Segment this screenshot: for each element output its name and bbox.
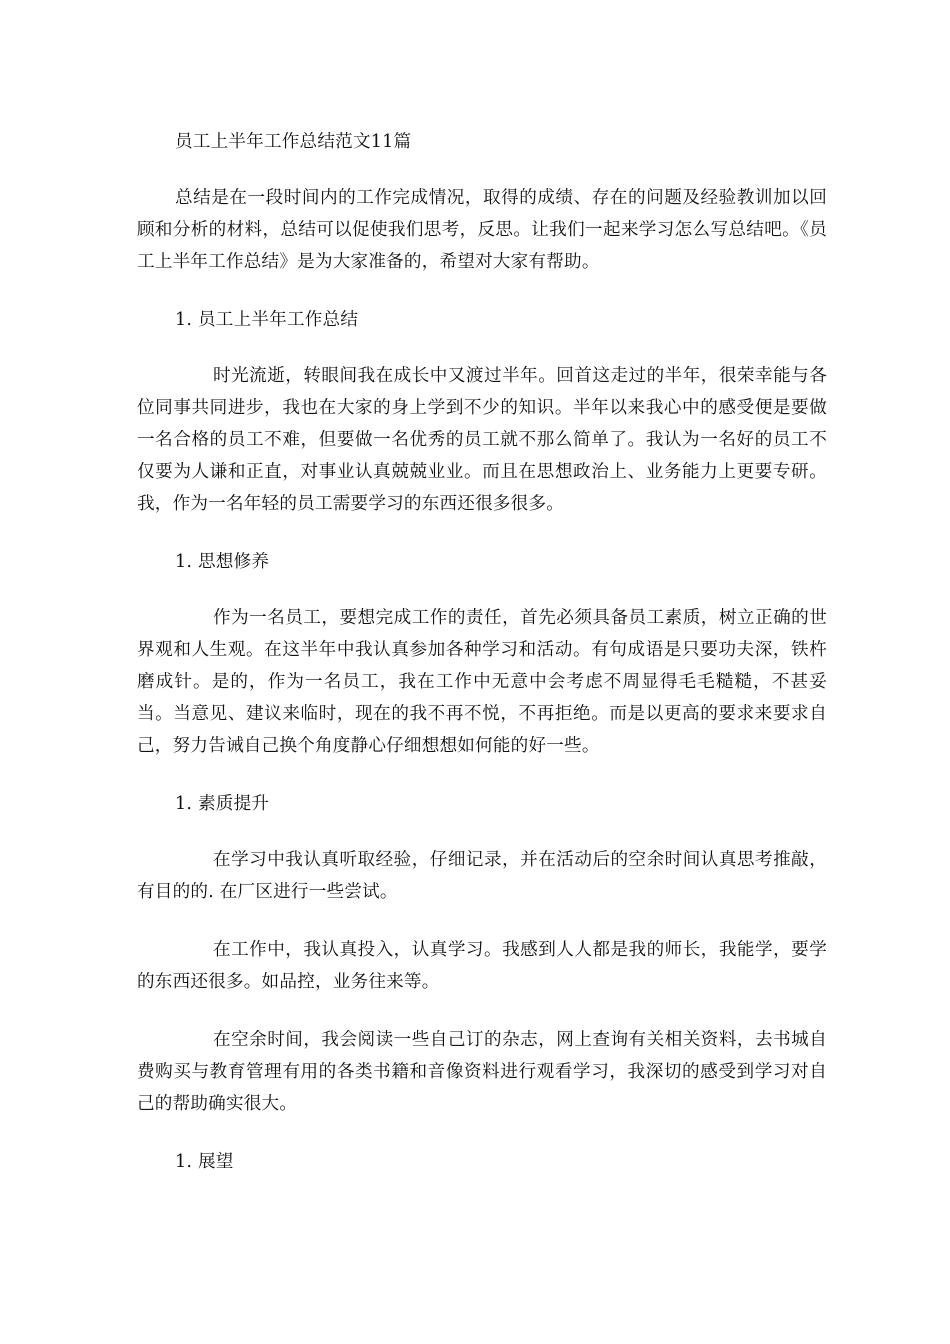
section-paragraph: 在空余时间，我会阅读一些自己订的杂志，网上查询有关相关资料，去书城自费购买与教育管理有用的各类书籍和音像资料进行观看学习，我深切的感受到学习对自己的帮助确实很大。 <box>137 1030 827 1114</box>
document-title: 员工上半年工作总结范文11篇 <box>175 132 412 152</box>
section-paragraph: 在工作中，我认真投入，认真学习。我感到人人都是我的师长，我能学，要学的东西还很多。如品控，业务往来等。 <box>137 940 827 992</box>
intro-paragraph: 总结是在一段时间内的工作完成情况，取得的成绩、存在的问题及经验教训加以回顾和分析的材料，总结可以促使我们思考，反思。让我们一起来学习怎么写总结吧。《员工上半年工作总结》是为大家准备的，希望对大家有帮助。 <box>137 188 827 272</box>
section-paragraph: 作为一名员工，要想完成工作的责任，首先必须具备员工素质，树立正确的世界观和人生观。在这半年中我认真参加各种学习和活动。有句成语是只要功夫深，铁杵磨成针。是的，作为一名员工，我在工作中无意中会考虑不周显得毛毛糙糙，不甚妥当。当意见、建议来临时，现在的我不再不悦，不再拒绝。而是以更高的要求来要求自己，努力告诫自己换个角度静心仔细想想如何能的好一些。 <box>137 608 827 756</box>
document-body <box>137 126 827 1202</box>
section-paragraph: 时光流逝，转眼间我在成长中又渡过半年。回首这走过的半年，很荣幸能与各位同事共同进步，我也在大家的身上学到不少的知识。半年以来我心中的感受便是要做一名合格的员工不难，但要做一名优秀的员工就不那么简单了。我认为一名好的员工不仅要为人谦和正直，对事业认真兢兢业业。而且在思想政治上、业务能力上更要专研。我，作为一名年轻的员工需要学习的东西还很多很多。 <box>137 366 827 514</box>
section-heading-quality: 1. 素质提升 <box>175 794 270 814</box>
section-heading-outlook: 1. 展望 <box>175 1152 234 1172</box>
section-heading-summary: 1. 员工上半年工作总结 <box>175 310 359 330</box>
section-heading-ideology: 1. 思想修养 <box>175 552 270 572</box>
section-paragraph: 在学习中我认真听取经验，仔细记录，并在活动后的空余时间认真思考推敲，有目的的. 在厂区进行一些尝试。 <box>137 850 827 902</box>
